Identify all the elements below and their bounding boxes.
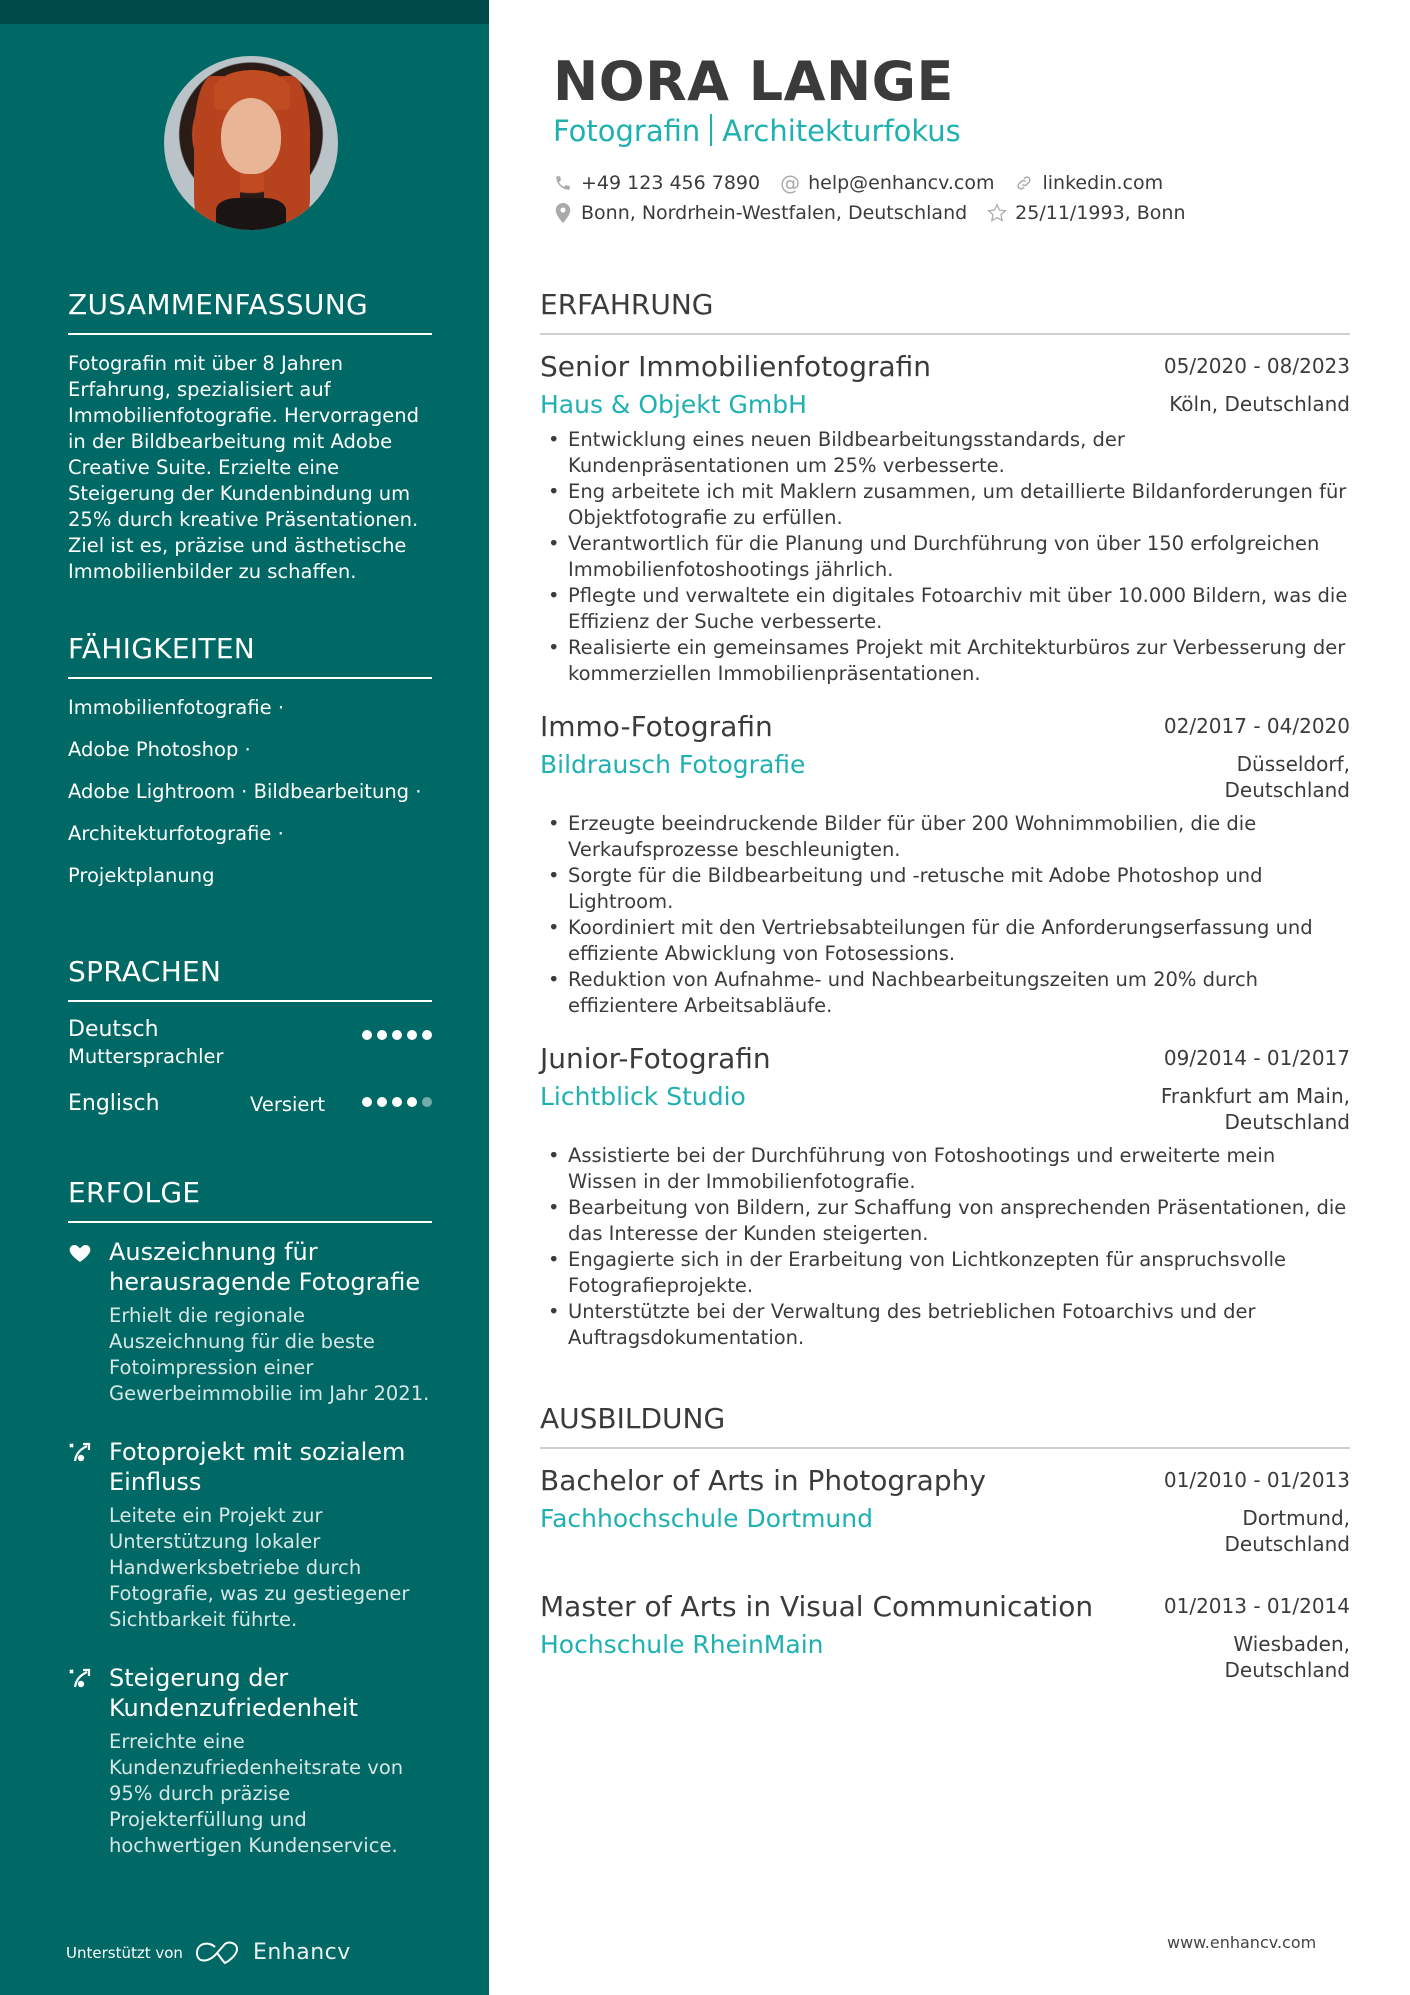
languages-heading: SPRACHEN xyxy=(68,955,432,1002)
sidebar-top-bar xyxy=(0,0,489,24)
summary-section xyxy=(68,288,432,585)
achievement-item xyxy=(68,1437,432,1633)
rating-dot-filled xyxy=(392,1030,402,1040)
bullet-item: • Eng arbeitete ich mit Maklern zusammen, um detaillierte Bildanforderungen für Objektfotografie zu erfüllen. xyxy=(540,479,1350,531)
skill-line: Projektplanung xyxy=(68,864,215,887)
experience-entry xyxy=(540,709,1350,1019)
achievement-title: Steigerung der Kundenzufriedenheit xyxy=(109,1664,358,1722)
title-divider xyxy=(710,114,712,146)
skills-list xyxy=(68,695,432,889)
bullet-item: • Pflegte und verwaltete ein digitales Fotoarchiv mit über 10.000 Bildern, was die Effizienz der Suche verbesserte. xyxy=(540,583,1350,635)
achievement-desc: Erhielt die regionale Auszeichnung für die beste Fotoimpression einer Gewerbeimmobilie im Jahr 2021. xyxy=(109,1304,430,1405)
company-row xyxy=(540,389,1350,421)
job-dates: 02/2017 - 04/2020 xyxy=(1163,714,1350,738)
heart-icon xyxy=(68,1241,92,1265)
achievement-desc: Leitete ein Projekt zur Unterstützung lokaler Handwerksbetriebe durch Fotografie, was zu gestiegener Sichtbarkeit führte. xyxy=(109,1504,410,1631)
powered-by[interactable] xyxy=(66,1940,351,1965)
enhancv-logo-icon xyxy=(195,1941,241,1965)
job-title: Immo-Fotografin xyxy=(540,710,773,743)
bullet-item: • Assistierte bei der Durchführung von Fotoshootings und erweiterte mein Wissen in der Immobilienfotografie. xyxy=(540,1143,1350,1195)
star-icon xyxy=(987,203,1007,223)
achievements-heading: ERFOLGE xyxy=(68,1176,432,1223)
education-location: Wiesbaden, Deutschland xyxy=(1224,1632,1350,1682)
rating-dot-filled xyxy=(392,1097,402,1107)
experience-heading: ERFAHRUNG xyxy=(540,288,1350,335)
rating-dot-filled xyxy=(407,1097,417,1107)
phone-text: +49 123 456 7890 xyxy=(581,172,761,194)
website-link[interactable]: www.enhancv.com xyxy=(1167,1933,1317,1952)
language-item xyxy=(68,1090,432,1130)
skill-line: Adobe Photoshop · xyxy=(68,738,251,761)
company-name: Bildrausch Fotografie xyxy=(540,750,806,779)
rating-dot-filled xyxy=(362,1030,372,1040)
strategy-icon xyxy=(68,1441,92,1465)
achievement-item xyxy=(68,1237,432,1407)
experience-entry xyxy=(540,1041,1350,1351)
bullet-item: • Bearbeitung von Bildern, zur Schaffung von ansprechenden Präsentationen, die das Interesse der Kunden steigerten. xyxy=(540,1195,1350,1247)
language-level: Versiert xyxy=(250,1093,326,1116)
skill-line: Architekturfotografie · xyxy=(68,822,284,845)
achievement-item xyxy=(68,1663,432,1859)
photo-face xyxy=(221,98,281,174)
rating-dot-filled xyxy=(362,1097,372,1107)
language-name: Deutsch xyxy=(68,1017,159,1042)
school-name: Hochschule RheinMain xyxy=(540,1630,824,1659)
location-text: Bonn, Nordrhein-Westfalen, Deutschland xyxy=(581,202,968,224)
job-title: Senior Immobilienfotografin xyxy=(540,350,932,383)
job-title: Junior-Fotografin xyxy=(540,1042,771,1075)
company-row xyxy=(540,749,1350,805)
candidate-title xyxy=(553,114,961,148)
achievement-desc: Erreichte eine Kundenzufriedenheitsrate von 95% durch präzise Projekterfüllung und hochwertigen Kundenservice. xyxy=(109,1730,404,1857)
school-row xyxy=(540,1503,1350,1559)
contact-info xyxy=(553,168,1353,228)
contact-location xyxy=(553,202,967,224)
powered-by-label: Unterstützt von xyxy=(66,1943,183,1962)
job-location: Frankfurt am Main, Deutschland xyxy=(1160,1084,1350,1134)
rating-dot-empty xyxy=(422,1097,432,1107)
job-bullets xyxy=(540,1143,1350,1351)
languages-section xyxy=(68,955,432,1130)
contact-email[interactable] xyxy=(780,172,994,194)
bullet-item: • Unterstützte bei der Verwaltung des betrieblichen Fotoarchivs und der Auftragsdokumentation. xyxy=(540,1299,1350,1351)
location-pin-icon xyxy=(553,203,573,223)
phone-icon xyxy=(553,173,573,193)
bullet-item: • Reduktion von Aufnahme- und Nachbearbeitungszeiten um 20% durch effizientere Arbeitsabläufe. xyxy=(540,967,1350,1019)
contact-link[interactable] xyxy=(1014,172,1163,194)
job-dates: 05/2020 - 08/2023 xyxy=(1163,354,1350,378)
title-role: Fotografin xyxy=(553,114,701,148)
job-location: Köln, Deutschland xyxy=(1169,392,1350,416)
degree-title: Bachelor of Arts in Photography xyxy=(540,1464,986,1497)
title-focus: Architekturfokus xyxy=(722,114,961,148)
school-name: Fachhochschule Dortmund xyxy=(540,1504,873,1533)
candidate-name: NORA LANGE xyxy=(553,50,954,113)
company-name: Lichtblick Studio xyxy=(540,1082,746,1111)
education-dates: 01/2013 - 01/2014 xyxy=(1163,1594,1350,1618)
enhancv-brand: Enhancv xyxy=(252,1940,351,1965)
language-level: Muttersprachler xyxy=(68,1045,224,1068)
education-section xyxy=(540,1402,1350,1685)
summary-text: Fotografin mit über 8 Jahren Erfahrung, spezialisiert auf Immobilienfotografie. Hervorragend in der Bildbearbeitung mit Adobe Creative Suite. Erzielte eine Steigerung der Kundenbindung um 25% durch kreative Präsentationen. Ziel ist es, präzise und ästhetische Immobilienbilder zu schaffen. xyxy=(68,352,419,583)
link-text: linkedin.com xyxy=(1042,172,1164,194)
skill-line: Adobe Lightroom · Bildbearbeitung · xyxy=(68,780,422,803)
education-dates: 01/2010 - 01/2013 xyxy=(1163,1468,1350,1492)
job-bullets xyxy=(540,811,1350,1019)
photo-shirt xyxy=(216,198,286,230)
company-name: Haus & Objekt GmbH xyxy=(540,390,807,419)
language-rating xyxy=(362,1030,432,1040)
strategy-icon xyxy=(68,1667,92,1691)
link-icon xyxy=(1014,173,1034,193)
profile-photo xyxy=(164,56,338,230)
skills-section xyxy=(68,632,432,889)
company-row xyxy=(540,1081,1350,1137)
achievements-section xyxy=(68,1176,432,1859)
contact-birth xyxy=(987,202,1185,224)
rating-dot-filled xyxy=(377,1030,387,1040)
bullet-item: • Erzeugte beeindruckende Bilder für über 200 Wohnimmobilien, die die Verkaufsprozesse beschleunigten. xyxy=(540,811,1350,863)
bullet-item: • Sorgte für die Bildbearbeitung und -retusche mit Adobe Photoshop und Lightroom. xyxy=(540,863,1350,915)
education-entry xyxy=(540,1589,1350,1685)
contact-row xyxy=(553,198,1353,228)
education-location: Dortmund, Deutschland xyxy=(1224,1506,1350,1556)
rating-dot-filled xyxy=(407,1030,417,1040)
experience-entry xyxy=(540,349,1350,687)
contact-phone[interactable] xyxy=(553,172,760,194)
email-text: help@enhancv.com xyxy=(808,172,995,194)
language-item xyxy=(68,1016,432,1072)
skills-heading: FÄHIGKEITEN xyxy=(68,632,432,679)
education-heading: AUSBILDUNG xyxy=(540,1402,1350,1449)
bullet-item: • Engagierte sich in der Erarbeitung von Lichtkonzepten für anspruchsvolle Fotografieprojekte. xyxy=(540,1247,1350,1299)
experience-section xyxy=(540,288,1350,1351)
job-dates: 09/2014 - 01/2017 xyxy=(1163,1046,1350,1070)
bullet-item: • Verantwortlich für die Planung und Durchführung von über 150 erfolgreichen Immobilienfotoshootings jährlich. xyxy=(540,531,1350,583)
summary-heading: ZUSAMMENFASSUNG xyxy=(68,288,432,335)
birth-text: 25/11/1993, Bonn xyxy=(1015,202,1186,224)
achievement-title: Auszeichnung für herausragende Fotografie xyxy=(109,1238,421,1296)
bullet-item: • Realisierte ein gemeinsames Projekt mit Architekturbüros zur Verbesserung der kommerziellen Immobilienpräsentationen. xyxy=(540,635,1350,687)
job-bullets xyxy=(540,427,1350,687)
bullet-item: • Entwicklung eines neuen Bildbearbeitungsstandards, der Kundenpräsentationen um 25% verbesserte. xyxy=(540,427,1350,479)
education-entry xyxy=(540,1463,1350,1559)
rating-dot-filled xyxy=(377,1097,387,1107)
language-name: Englisch xyxy=(68,1091,160,1116)
job-location: Düsseldorf, Deutschland xyxy=(1224,752,1350,802)
language-rating xyxy=(362,1097,432,1107)
at-icon: @ xyxy=(780,171,801,195)
school-row xyxy=(540,1629,1350,1685)
contact-row xyxy=(553,168,1353,198)
bullet-item: • Koordiniert mit den Vertriebsabteilungen für die Anforderungserfassung und effiziente Abwicklung von Fotosessions. xyxy=(540,915,1350,967)
degree-title: Master of Arts in Visual Communication xyxy=(540,1590,1094,1623)
rating-dot-filled xyxy=(422,1030,432,1040)
skill-line: Immobilienfotografie · xyxy=(68,696,285,719)
achievement-title: Fotoprojekt mit sozialem Einfluss xyxy=(109,1438,406,1496)
sidebar xyxy=(0,0,489,1995)
